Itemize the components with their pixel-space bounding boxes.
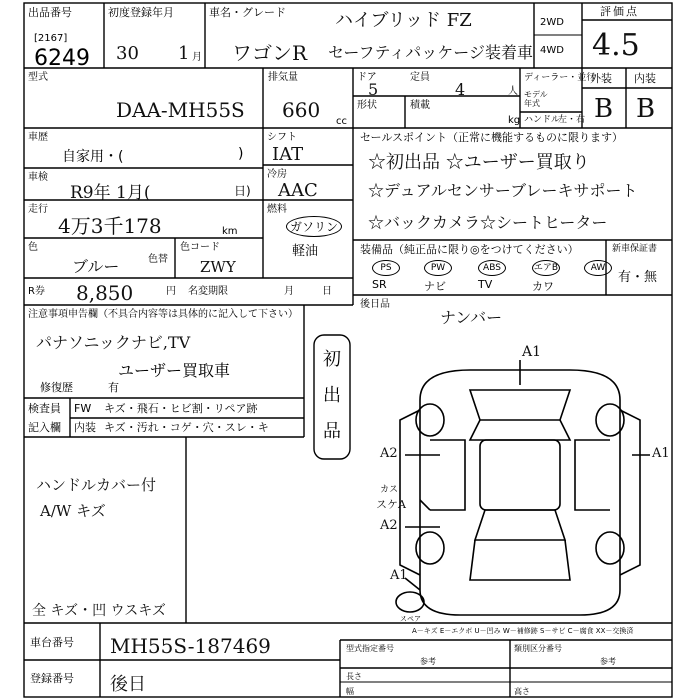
inspector-label-1: 検査員 (28, 402, 61, 415)
color-code: ZWY (200, 258, 236, 276)
color-code-label: 色コード (180, 242, 220, 253)
recycle-value: 8,850 (76, 281, 134, 305)
notes-line1: パナソニックナビ,TV (36, 333, 191, 352)
inspection-value: R9年 1月( (70, 183, 151, 203)
int-label: 内装 (634, 72, 656, 85)
shift-label: シフト (267, 132, 297, 143)
color-label: 色 (28, 242, 38, 253)
score-label: 評価点 (600, 5, 639, 18)
height-label: 高さ (514, 687, 530, 696)
first-listing-stamp: 初出品 (323, 349, 341, 442)
equipment-label: 装備品（純正品に限り◎をつけてください） (360, 243, 579, 256)
drive-2wd: 2WD (540, 17, 564, 28)
diagram-a1-bottom: A1 (390, 568, 408, 583)
chassis-label: 車台番号 (30, 636, 74, 649)
equipment-item: ABS (478, 260, 506, 276)
selling-point-line1: ☆初出品 ☆ユーザー買取り (368, 152, 590, 173)
first-reg-year: 30 (116, 43, 139, 64)
type-designation-label: 型式指定番号 (346, 644, 394, 653)
inspector-note-2: A/W キズ (40, 502, 106, 520)
fw-items: キズ・飛石・ヒビ割・リペア跡 (104, 402, 258, 415)
length-label: 長さ (346, 672, 362, 681)
score-value: 4.5 (592, 28, 640, 63)
first-reg-month: 1 (178, 43, 190, 64)
capacity-unit: 人 (508, 86, 518, 97)
car-name-label: 車名・グレード (209, 6, 286, 19)
dealer-label: ディーラー・並行 (524, 73, 596, 83)
shape-label: 形状 (357, 100, 377, 111)
diagram-a1-right: A1 (652, 446, 670, 461)
notes-label: 注意事項申告欄（不具合内容等は具体的に記入して下さい） (28, 309, 298, 320)
fuel-diesel: 軽油 (292, 244, 319, 259)
history-label: 車歴 (28, 132, 48, 143)
grade-detail: セーフティパッケージ装着車 (328, 43, 533, 62)
aircon-value: AAC (278, 180, 318, 201)
diagram-a1-top: A1 (522, 344, 542, 360)
lot-label: 出品番号 (28, 6, 72, 19)
model-year-label: モデル年式 (524, 90, 548, 108)
recycle-label: R券 (28, 286, 45, 297)
displacement-label: 排気量 (268, 72, 298, 83)
grade-line: ハイブリッド FZ (335, 10, 472, 31)
rear-seat-value: ナンバー (440, 308, 503, 327)
lot-number: 6249 (34, 46, 90, 71)
drive-4wd: 4WD (540, 45, 564, 56)
diagram-kasu: カス (380, 485, 399, 495)
mileage-unit: km (222, 226, 238, 237)
load-unit: kg (508, 115, 521, 126)
deadline-label: 名変期限 (188, 286, 228, 297)
equipment-item: ナビ (424, 280, 446, 293)
rear-seat-label: 後日品 (360, 299, 390, 310)
registration-label: 登録番号 (30, 672, 74, 685)
width-label: 幅 (346, 687, 354, 696)
first-reg-label: 初度登録年月 (108, 6, 174, 19)
repair-label: 修復歴 (40, 381, 73, 394)
diagram-spare: スペア (400, 615, 421, 623)
diagram-a2-left: A2 (380, 446, 398, 461)
equipment-item: PW (424, 260, 452, 276)
fuel-label: 燃料 (267, 204, 287, 215)
equipment-item: カワ (532, 280, 554, 293)
door-label: ドア (357, 72, 377, 83)
diagram-a2-left-low: A2 (380, 518, 398, 533)
mileage-label: 走行 (28, 204, 48, 215)
inspection-day: 日) (234, 184, 251, 198)
inspector-note-1: ハンドルカバー付 (36, 476, 157, 494)
class-number-ref: 参考 (600, 657, 616, 666)
handle-options: 左・右 (558, 115, 586, 125)
equipment-item: エアB (532, 260, 560, 276)
equipment-item: TV (478, 278, 493, 291)
warranty-value: 有・無 (618, 270, 658, 285)
fuel-gasoline: ガソリン (286, 216, 342, 237)
load-label: 積載 (410, 100, 430, 111)
mileage-value: 4万3千178 (58, 214, 162, 238)
equipment-item: PS (372, 260, 400, 276)
int-grade: B (636, 94, 656, 124)
class-number-label: 類別区分番号 (514, 644, 562, 653)
recycle-unit: 円 (166, 286, 176, 297)
interior-items: キズ・汚れ・コゲ・穴・スレ・キ (104, 421, 269, 434)
repair-value: 有 (108, 381, 119, 394)
door-value: 5 (368, 80, 379, 99)
warranty-label: 新車保証書 (612, 244, 658, 254)
chassis-value: MH55S-187469 (110, 634, 271, 658)
registration-value: 後日 (110, 674, 146, 695)
displacement-value: 660 (282, 98, 321, 122)
capacity-value: 4 (455, 80, 466, 99)
type-designation-ref: 参考 (420, 657, 436, 666)
equipment-item: SR (372, 278, 387, 291)
selling-point-line3: ☆バックカメラ☆シートヒーター (368, 213, 608, 232)
history-close: ) (238, 146, 244, 162)
inspector-fw: FW (74, 402, 92, 415)
ext-grade: B (594, 94, 614, 124)
model-label: 型式 (28, 72, 48, 83)
inspector-note-3: 全 キズ・凹 ウスキズ (32, 603, 166, 619)
deadline-day: 日 (322, 286, 332, 297)
color-change-label: 色替 (148, 254, 168, 265)
displacement-unit: cc (336, 116, 347, 127)
selling-points-label: セールスポイント（正常に機能するものに限ります） (360, 131, 624, 144)
color-value: ブルー (72, 257, 120, 276)
ext-label: 外装 (590, 72, 612, 85)
handle-label: ハンドル (524, 115, 561, 125)
inspector-label-2: 記入欄 (28, 421, 61, 434)
capacity-label: 定員 (410, 72, 430, 83)
shift-value: IAT (272, 144, 304, 165)
car-name: ワゴンR (232, 41, 308, 65)
equipment-item: AW (584, 260, 612, 276)
car-diagram (396, 360, 650, 615)
aircon-label: 冷房 (267, 169, 287, 180)
notes-line2: ユーザー買取車 (118, 361, 231, 380)
diagram-kasu-a: スケA (376, 498, 406, 511)
lot-sub: [2167] (34, 33, 68, 44)
deadline-month: 月 (284, 286, 294, 297)
month-unit: 月 (192, 52, 202, 63)
selling-point-line2: ☆デュアルセンサーブレーキサポート (368, 181, 638, 200)
inspector-interior: 内装 (74, 421, 96, 434)
inspection-label: 車検 (28, 172, 48, 183)
damage-legend: A－キズ E－エクボ U－凹み W－補修跡 S－サビ C－腐食 XX－交換済 (412, 627, 634, 635)
history-value: 自家用・( (62, 149, 124, 165)
model-value: DAA-MH55S (116, 98, 245, 122)
